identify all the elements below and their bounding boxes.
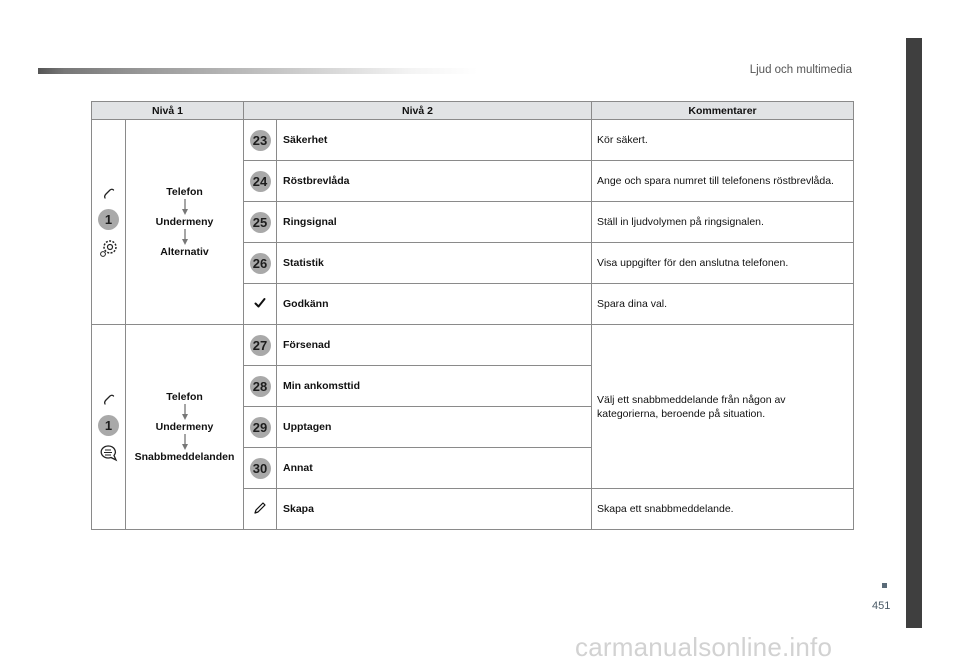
row-icon-cell xyxy=(244,407,277,448)
header-gradient-bar xyxy=(38,68,478,74)
page-number: 451 xyxy=(872,600,891,612)
item-comment: Ange och spara numret till telefonens röstbrevlåda. xyxy=(592,161,854,202)
navigation-path-cell xyxy=(126,325,244,530)
row-icon-cell xyxy=(244,161,277,202)
table-row xyxy=(92,325,854,366)
phone-icon xyxy=(102,187,116,201)
settings-gear-icon xyxy=(99,238,119,258)
item-label: Upptagen xyxy=(277,407,592,448)
item-comment: Skapa ett snabbmeddelande. xyxy=(592,489,854,530)
right-side-bar xyxy=(906,38,922,628)
item-badge: 25 xyxy=(250,212,271,233)
row-icon-cell xyxy=(244,366,277,407)
item-label: Min ankomsttid xyxy=(277,366,592,407)
row-icon-cell xyxy=(244,120,277,161)
item-badge: 30 xyxy=(250,458,271,479)
item-label: Statistik xyxy=(277,243,592,284)
item-label: Godkänn xyxy=(277,284,592,325)
item-label: Försenad xyxy=(277,325,592,366)
path-step: Undermeny xyxy=(155,216,214,228)
arrow-down-icon xyxy=(182,433,188,451)
item-badge: 24 xyxy=(250,171,271,192)
item-label: Röstbrevlåda xyxy=(277,161,592,202)
header-comments: Kommentarer xyxy=(592,102,854,120)
table-header-row xyxy=(92,102,854,120)
table-row xyxy=(92,120,854,161)
arrow-down-icon xyxy=(182,198,188,216)
path-step: Undermeny xyxy=(155,421,214,433)
phone-icon xyxy=(102,393,116,407)
menu-table xyxy=(91,101,854,530)
item-badge: 29 xyxy=(250,417,271,438)
arrow-down-icon xyxy=(182,403,188,421)
path-step: Alternativ xyxy=(160,246,209,258)
level1-badge: 1 xyxy=(98,209,119,230)
row-icon-cell xyxy=(244,243,277,284)
section-title: Ljud och multimedia xyxy=(749,64,852,76)
page-marker xyxy=(882,583,887,588)
navigation-path-cell xyxy=(126,120,244,325)
item-badge: 28 xyxy=(250,376,271,397)
level1-cell xyxy=(92,325,126,530)
arrow-down-icon xyxy=(182,228,188,246)
path-step: Telefon xyxy=(166,391,203,403)
watermark: carmanualsonline.info xyxy=(575,632,833,662)
level1-badge: 1 xyxy=(98,415,119,436)
item-comment: Visa uppgifter för den anslutna telefonen. xyxy=(592,243,854,284)
checkmark-icon xyxy=(254,297,266,309)
row-icon-cell xyxy=(244,325,277,366)
item-label: Säkerhet xyxy=(277,120,592,161)
item-label: Skapa xyxy=(277,489,592,530)
item-label: Ringsignal xyxy=(277,202,592,243)
path-step: Snabbmeddelanden xyxy=(134,451,235,463)
path-step: Telefon xyxy=(166,186,203,198)
row-icon-cell xyxy=(244,489,277,530)
item-badge: 26 xyxy=(250,253,271,274)
item-comment: Spara dina val. xyxy=(592,284,854,325)
pencil-icon xyxy=(253,501,267,515)
item-badge: 27 xyxy=(250,335,271,356)
header-level2: Nivå 2 xyxy=(244,102,592,120)
row-icon-cell xyxy=(244,202,277,243)
shared-comment: Välj ett snabbmeddelande från någon av kategorierna, beroende på situation. xyxy=(592,325,854,489)
item-label: Annat xyxy=(277,448,592,489)
message-bubble-icon xyxy=(99,444,119,462)
item-comment: Kör säkert. xyxy=(592,120,854,161)
item-badge: 23 xyxy=(250,130,271,151)
row-icon-cell xyxy=(244,448,277,489)
level1-cell xyxy=(92,120,126,325)
header-level1: Nivå 1 xyxy=(92,102,244,120)
row-icon-cell xyxy=(244,284,277,325)
item-comment: Ställ in ljudvolymen på ringsignalen. xyxy=(592,202,854,243)
